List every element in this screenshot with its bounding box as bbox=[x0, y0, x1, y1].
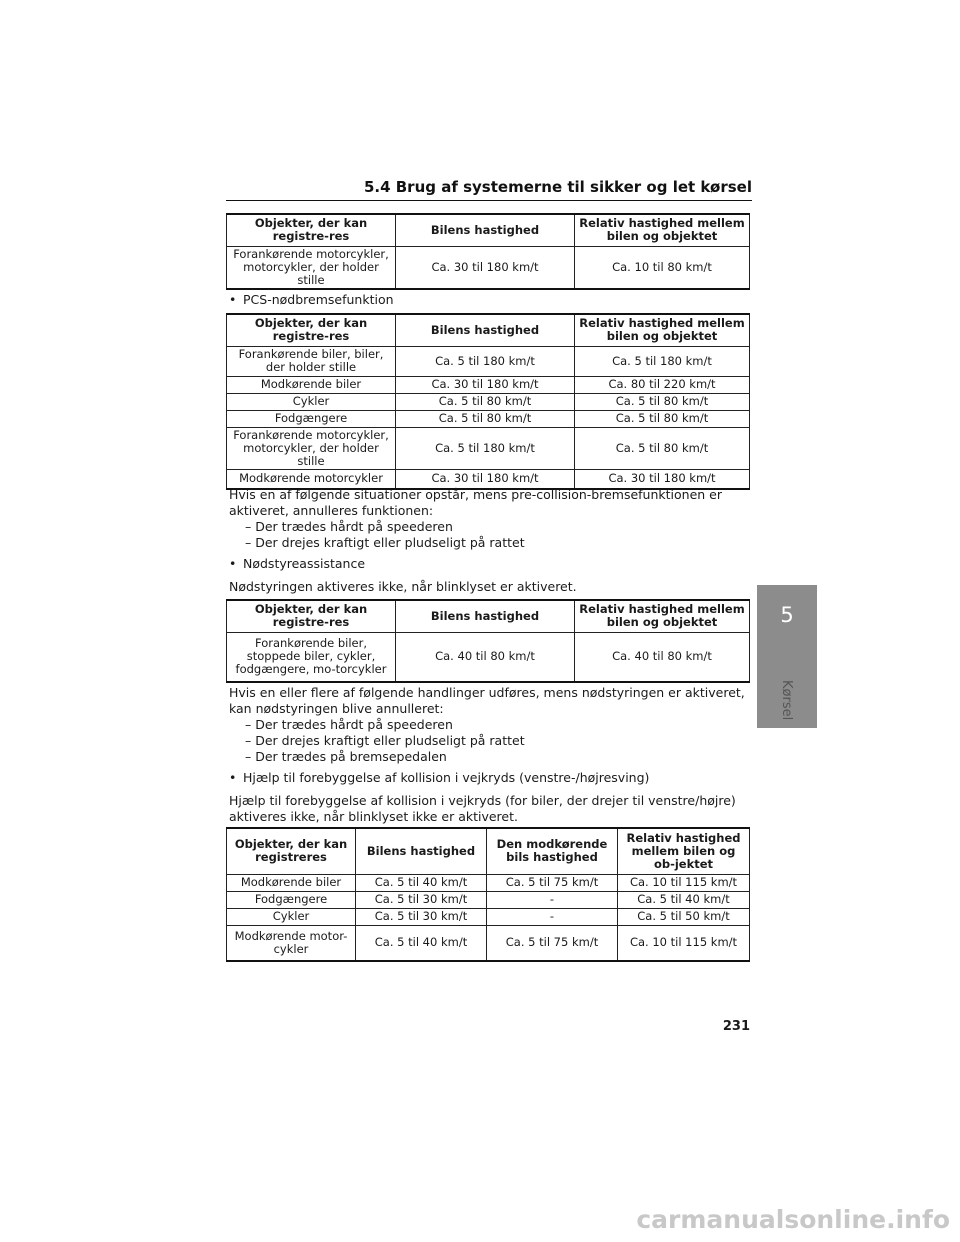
table-row bbox=[227, 632, 750, 682]
list-item: – Der trædes hårdt på speederen bbox=[245, 519, 453, 534]
table-cell: Ca. 5 til 80 km/t bbox=[575, 393, 750, 410]
table-cell: Cykler bbox=[227, 908, 356, 925]
table-cell: - bbox=[487, 891, 618, 908]
bullet-steer-assist: • Nødstyreassistance bbox=[229, 556, 366, 571]
list-item: – Der drejes kraftigt eller pludseligt på rattet bbox=[245, 733, 525, 748]
table-cell: Forankørende biler, stoppede biler, cykler, fodgængere, mo-torcykler bbox=[227, 632, 396, 682]
table-cell: Ca. 5 til 50 km/t bbox=[618, 908, 750, 925]
table-cell: Forankørende motorcykler, motorcykler, der holder stille bbox=[227, 427, 396, 469]
table-cell: Ca. 30 til 180 km/t bbox=[396, 376, 575, 393]
table-cell: Modkørende motor-cykler bbox=[227, 925, 356, 961]
table-row bbox=[227, 346, 750, 376]
paragraph-pcs-cancel bbox=[229, 487, 757, 551]
column-header: Objekter, der kan registreres bbox=[227, 828, 356, 874]
list-item: – Der trædes på bremsepedalen bbox=[245, 749, 447, 764]
watermark-text: carmanualsonline.info bbox=[636, 1205, 950, 1234]
bullet-icon: • bbox=[229, 292, 237, 307]
table-row bbox=[227, 246, 750, 289]
table-cell: Ca. 30 til 180 km/t bbox=[396, 469, 575, 489]
chapter-label: Kørsel bbox=[779, 680, 794, 721]
column-header: Objekter, der kan registre-res bbox=[227, 214, 396, 246]
table-cell: Fodgængere bbox=[227, 891, 356, 908]
list-item: – Der trædes hårdt på speederen bbox=[245, 717, 453, 732]
paragraph-junction-note: Hjælp til forebyggelse af kollision i vejkryds (for biler, der drejer til venstre/højre) aktiveres ikke, når blinklyset ikke er aktiveret. bbox=[229, 793, 736, 824]
table-row bbox=[227, 376, 750, 393]
table-cell: Modkørende motorcykler bbox=[227, 469, 396, 489]
table-cell: Ca. 5 til 40 km/t bbox=[356, 925, 487, 961]
page-number: 231 bbox=[722, 1019, 750, 1034]
column-header: Objekter, der kan registre-res bbox=[227, 600, 396, 632]
column-header: Bilens hastighed bbox=[396, 600, 575, 632]
table-cell: Ca. 5 til 40 km/t bbox=[356, 874, 487, 891]
table-cell: Forankørende motorcykler, motorcykler, der holder stille bbox=[227, 246, 396, 289]
table-cell: Cykler bbox=[227, 393, 396, 410]
paragraph-text: Hvis en af følgende situationer opstår, mens pre-collision-bremsefunktionen er aktiveret, annulleres funktionen: bbox=[229, 487, 722, 518]
paragraph-steer-cancel bbox=[229, 685, 757, 765]
column-header: Bilens hastighed bbox=[396, 314, 575, 346]
table-row bbox=[227, 908, 750, 925]
paragraph-steer-note: Nødstyringen aktiveres ikke, når blinklyset er aktiveret. bbox=[229, 579, 577, 594]
table-cell: Modkørende biler bbox=[227, 376, 396, 393]
table-cell: Ca. 40 til 80 km/t bbox=[396, 632, 575, 682]
table-cell: Modkørende biler bbox=[227, 874, 356, 891]
table-cell: Ca. 5 til 80 km/t bbox=[575, 410, 750, 427]
table-cell: - bbox=[487, 908, 618, 925]
table-cell: Ca. 5 til 180 km/t bbox=[396, 427, 575, 469]
paragraph-text: Hvis en eller flere af følgende handlinger udføres, mens nødstyringen er aktiveret, kan nødstyringen blive annulleret: bbox=[229, 685, 745, 716]
table-cell: Ca. 5 til 30 km/t bbox=[356, 908, 487, 925]
table-cell: Ca. 5 til 80 km/t bbox=[575, 427, 750, 469]
bullet-pcs: • PCS-nødbremsefunktion bbox=[229, 292, 394, 307]
column-header: Relativ hastighed mellem bilen og ob-jektet bbox=[618, 828, 750, 874]
column-header: Relativ hastighed mellem bilen og objektet bbox=[575, 214, 750, 246]
table-cell: Ca. 40 til 80 km/t bbox=[575, 632, 750, 682]
table-cell: Ca. 5 til 180 km/t bbox=[575, 346, 750, 376]
bullet-junction-assist: • Hjælp til forebyggelse af kollision i vejkryds (venstre-/højresving) bbox=[229, 770, 650, 785]
table-row bbox=[227, 427, 750, 469]
table-cell: Forankørende biler, biler, der holder stille bbox=[227, 346, 396, 376]
table-row bbox=[227, 410, 750, 427]
column-header: Bilens hastighed bbox=[396, 214, 575, 246]
table-row bbox=[227, 891, 750, 908]
table-cell: Ca. 5 til 30 km/t bbox=[356, 891, 487, 908]
table-row bbox=[227, 925, 750, 961]
table-cell: Ca. 30 til 180 km/t bbox=[396, 246, 575, 289]
table-cell: Ca. 5 til 80 km/t bbox=[396, 410, 575, 427]
table-cell: Ca. 5 til 75 km/t bbox=[487, 874, 618, 891]
table-speed-ranges-1 bbox=[226, 213, 750, 290]
table-cell: Ca. 10 til 115 km/t bbox=[618, 925, 750, 961]
column-header: Objekter, der kan registre-res bbox=[227, 314, 396, 346]
column-header: Den modkørende bils hastighed bbox=[487, 828, 618, 874]
table-cell: Ca. 30 til 180 km/t bbox=[575, 469, 750, 489]
bullet-icon: • bbox=[229, 556, 237, 571]
page-header: 5.4 Brug af systemerne til sikker og let kørsel bbox=[226, 178, 752, 201]
table-speed-ranges-4 bbox=[226, 827, 750, 962]
chapter-number: 5 bbox=[780, 603, 794, 627]
table-speed-ranges-3 bbox=[226, 599, 750, 683]
table-speed-ranges-2 bbox=[226, 313, 750, 490]
table-row bbox=[227, 393, 750, 410]
bullet-icon: • bbox=[229, 770, 237, 785]
table-cell: Ca. 80 til 220 km/t bbox=[575, 376, 750, 393]
column-header: Bilens hastighed bbox=[356, 828, 487, 874]
table-cell: Ca. 5 til 180 km/t bbox=[396, 346, 575, 376]
column-header: Relativ hastighed mellem bilen og objektet bbox=[575, 600, 750, 632]
table-cell: Ca. 10 til 115 km/t bbox=[618, 874, 750, 891]
table-cell: Ca. 5 til 75 km/t bbox=[487, 925, 618, 961]
table-row bbox=[227, 469, 750, 489]
table-cell: Fodgængere bbox=[227, 410, 396, 427]
table-cell: Ca. 10 til 80 km/t bbox=[575, 246, 750, 289]
table-cell: Ca. 5 til 40 km/t bbox=[618, 891, 750, 908]
list-item: – Der drejes kraftigt eller pludseligt på rattet bbox=[245, 535, 525, 550]
column-header: Relativ hastighed mellem bilen og objektet bbox=[575, 314, 750, 346]
table-row bbox=[227, 874, 750, 891]
table-cell: Ca. 5 til 80 km/t bbox=[396, 393, 575, 410]
